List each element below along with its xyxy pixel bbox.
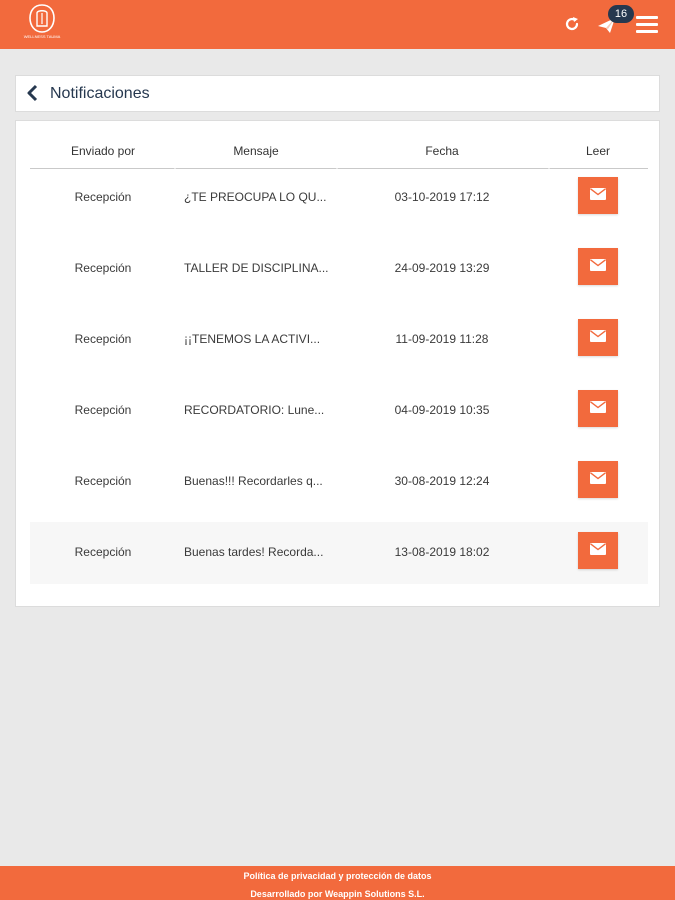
sender-cell: Recepción bbox=[74, 261, 132, 275]
app-logo[interactable] bbox=[25, 4, 59, 46]
read-message-button[interactable] bbox=[578, 319, 618, 356]
sender-cell: Recepción bbox=[74, 474, 132, 488]
chevron-left-icon[interactable] bbox=[25, 84, 39, 102]
logo-text: WELLNESS TAUMA bbox=[23, 34, 61, 39]
date-cell: 04-09-2019 10:35 bbox=[394, 403, 490, 417]
notifications-table bbox=[15, 120, 660, 607]
sender-cell: Recepción bbox=[74, 545, 132, 559]
envelope-icon bbox=[590, 471, 606, 489]
page-title: Notificaciones bbox=[50, 85, 150, 102]
column-header-message: Mensaje bbox=[233, 144, 279, 158]
sender-cell: Recepción bbox=[74, 190, 132, 204]
refresh-icon[interactable] bbox=[563, 15, 581, 33]
date-cell: 30-08-2019 12:24 bbox=[394, 474, 490, 488]
column-header-sender: Enviado por bbox=[70, 144, 136, 158]
table-row bbox=[30, 238, 648, 300]
read-message-button[interactable] bbox=[578, 532, 618, 569]
sender-cell: Recepción bbox=[74, 403, 132, 417]
read-message-button[interactable] bbox=[578, 177, 618, 214]
table-row bbox=[30, 380, 648, 442]
read-message-button[interactable] bbox=[578, 461, 618, 498]
envelope-icon bbox=[590, 258, 606, 276]
message-cell: TALLER DE DISCIPLINA... bbox=[184, 261, 329, 275]
logo-icon bbox=[28, 4, 56, 34]
envelope-icon bbox=[590, 542, 606, 560]
message-cell: ¿TE PREOCUPA LO QU... bbox=[184, 190, 327, 204]
read-message-button[interactable] bbox=[578, 248, 618, 285]
envelope-icon bbox=[590, 187, 606, 205]
date-cell: 11-09-2019 11:28 bbox=[395, 332, 489, 346]
privacy-policy-link[interactable]: Política de privacidad y protección de datos bbox=[243, 871, 432, 881]
notification-count-badge: 16 bbox=[608, 5, 634, 23]
column-header-read: Leer bbox=[585, 144, 611, 158]
message-cell: Buenas!!! Recordarles q... bbox=[184, 474, 323, 488]
hamburger-menu-icon[interactable] bbox=[636, 16, 658, 34]
footer bbox=[0, 866, 675, 900]
table-row bbox=[30, 167, 648, 229]
message-cell: Buenas tardes! Recorda... bbox=[184, 545, 324, 559]
message-cell: ¡¡TENEMOS LA ACTIVI... bbox=[184, 332, 321, 346]
column-header-date: Fecha bbox=[425, 144, 459, 158]
table-row bbox=[30, 522, 648, 584]
developer-credit: Desarrollado por Weappin Solutions S.L. bbox=[250, 889, 425, 899]
top-bar bbox=[0, 0, 675, 49]
date-cell: 13-08-2019 18:02 bbox=[394, 545, 490, 559]
envelope-icon bbox=[590, 400, 606, 418]
page-header bbox=[15, 75, 660, 112]
date-cell: 03-10-2019 17:12 bbox=[394, 190, 490, 204]
table-row bbox=[30, 451, 648, 513]
sender-cell: Recepción bbox=[74, 332, 132, 346]
message-cell: RECORDATORIO: Lune... bbox=[184, 403, 325, 417]
table-row bbox=[30, 309, 648, 371]
read-message-button[interactable] bbox=[578, 390, 618, 427]
envelope-icon bbox=[590, 329, 606, 347]
date-cell: 24-09-2019 13:29 bbox=[394, 261, 490, 275]
table-header bbox=[30, 138, 648, 169]
